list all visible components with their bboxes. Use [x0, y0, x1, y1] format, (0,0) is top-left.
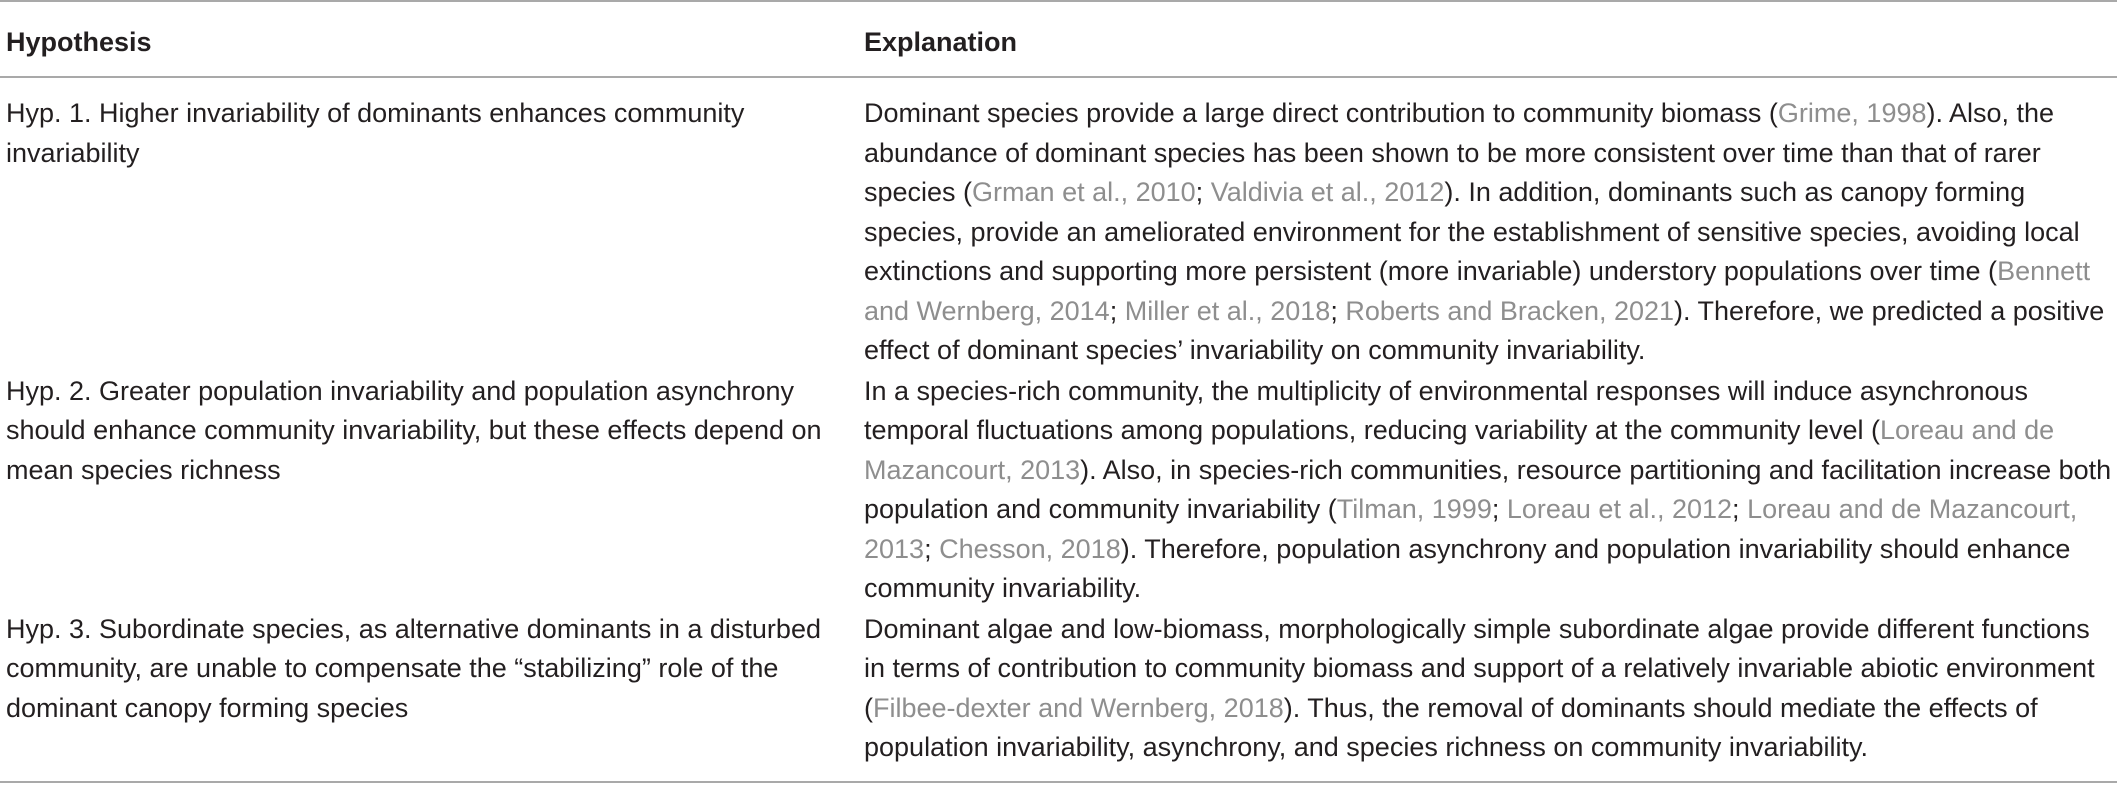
- explanation-text: ;: [1732, 494, 1748, 524]
- citation-link[interactable]: Bennett and Wernberg, 2014: [864, 256, 2091, 326]
- hypothesis-cell: Hyp. 3. Subordinate species, as alternative dominants in a disturbed community, are unable to compensate the “stabilizing” role of the dominant canopy forming species: [0, 609, 864, 782]
- hypothesis-cell: Hyp. 1. Higher invariability of dominants enhances community invariability: [6, 98, 745, 168]
- explanation-text: ). Thus, the removal of dominants should mediate the effects of population invariability, asynchrony, and species richness on community invariability.: [864, 692, 2038, 762]
- table-row: [0, 371, 2117, 609]
- explanation-cell: [864, 609, 2117, 782]
- explanation-text: ). Therefore, we predicted a positive effect of dominant species’ invariability on community invariability.: [864, 295, 2105, 365]
- header-explanation: Explanation: [864, 1, 2117, 77]
- explanation-text: ). Also, the abundance of dominant species has been shown to be more consistent over time than that of rarer species (: [864, 98, 2055, 207]
- explanation-text: ;: [1195, 177, 1211, 207]
- explanation-text: ;: [1491, 494, 1507, 524]
- citation-link[interactable]: Miller et al., 2018: [1124, 295, 1331, 326]
- citation-link[interactable]: Grman et al., 2010: [972, 177, 1196, 207]
- citation-link[interactable]: Loreau and de Mazancourt, 2013: [864, 415, 2055, 485]
- table-row: [0, 609, 2117, 782]
- hypothesis-cell: Hyp. 2. Greater population invariability and population asynchrony should enhance community invariability, but these effects depend on mean species richness: [6, 375, 822, 485]
- header-hypothesis: Hypothesis: [0, 1, 864, 77]
- explanation-text: Dominant species provide a large direct contribution to community biomass (: [864, 98, 1778, 128]
- explanation-text: ). In addition, dominants such as canopy forming species, provide an ameliorated environment for the establishment of sensitive species, avoiding local extinctions and supporting more persistent (more invariable) understory populations over time (: [864, 177, 2080, 286]
- citation-link[interactable]: Grime, 1998: [1777, 98, 1927, 128]
- explanation-text: ;: [1330, 295, 1346, 326]
- citation-link[interactable]: Filbee-dexter and Wernberg, 2018: [873, 692, 1284, 723]
- explanation-cell: [864, 77, 2117, 371]
- citation-link[interactable]: Valdivia et al., 2012: [1210, 177, 1445, 207]
- citation-link[interactable]: Tilman, 1999: [1336, 494, 1492, 524]
- explanation-text: ). Also, in species-rich communities, resource partitioning and facilitation increase both population and community invariability (: [864, 454, 2112, 524]
- table-header-row: [0, 1, 2117, 77]
- explanation-text: ;: [1109, 295, 1125, 326]
- citation-link[interactable]: Chesson, 2018: [939, 533, 1121, 564]
- citation-link[interactable]: Loreau and de Mazancourt, 2013: [864, 494, 2078, 564]
- table-row: [0, 77, 2117, 371]
- explanation-cell: [864, 371, 2117, 609]
- citation-link[interactable]: Roberts and Bracken, 2021: [1345, 295, 1675, 326]
- explanation-text: Dominant algae and low-biomass, morphologically simple subordinate algae provide different functions in terms of contribution to community biomass and support of a relatively invariable abiotic environment (: [864, 613, 2095, 723]
- citation-link[interactable]: Loreau et al., 2012: [1506, 494, 1733, 524]
- explanation-text: ;: [924, 533, 940, 564]
- explanation-text: ). Therefore, population asynchrony and population invariability should enhance community invariability.: [864, 533, 2071, 603]
- explanation-text: In a species-rich community, the multiplicity of environmental responses will induce asynchronous temporal fluctuations among populations, reducing variability at the community level (: [864, 375, 2029, 445]
